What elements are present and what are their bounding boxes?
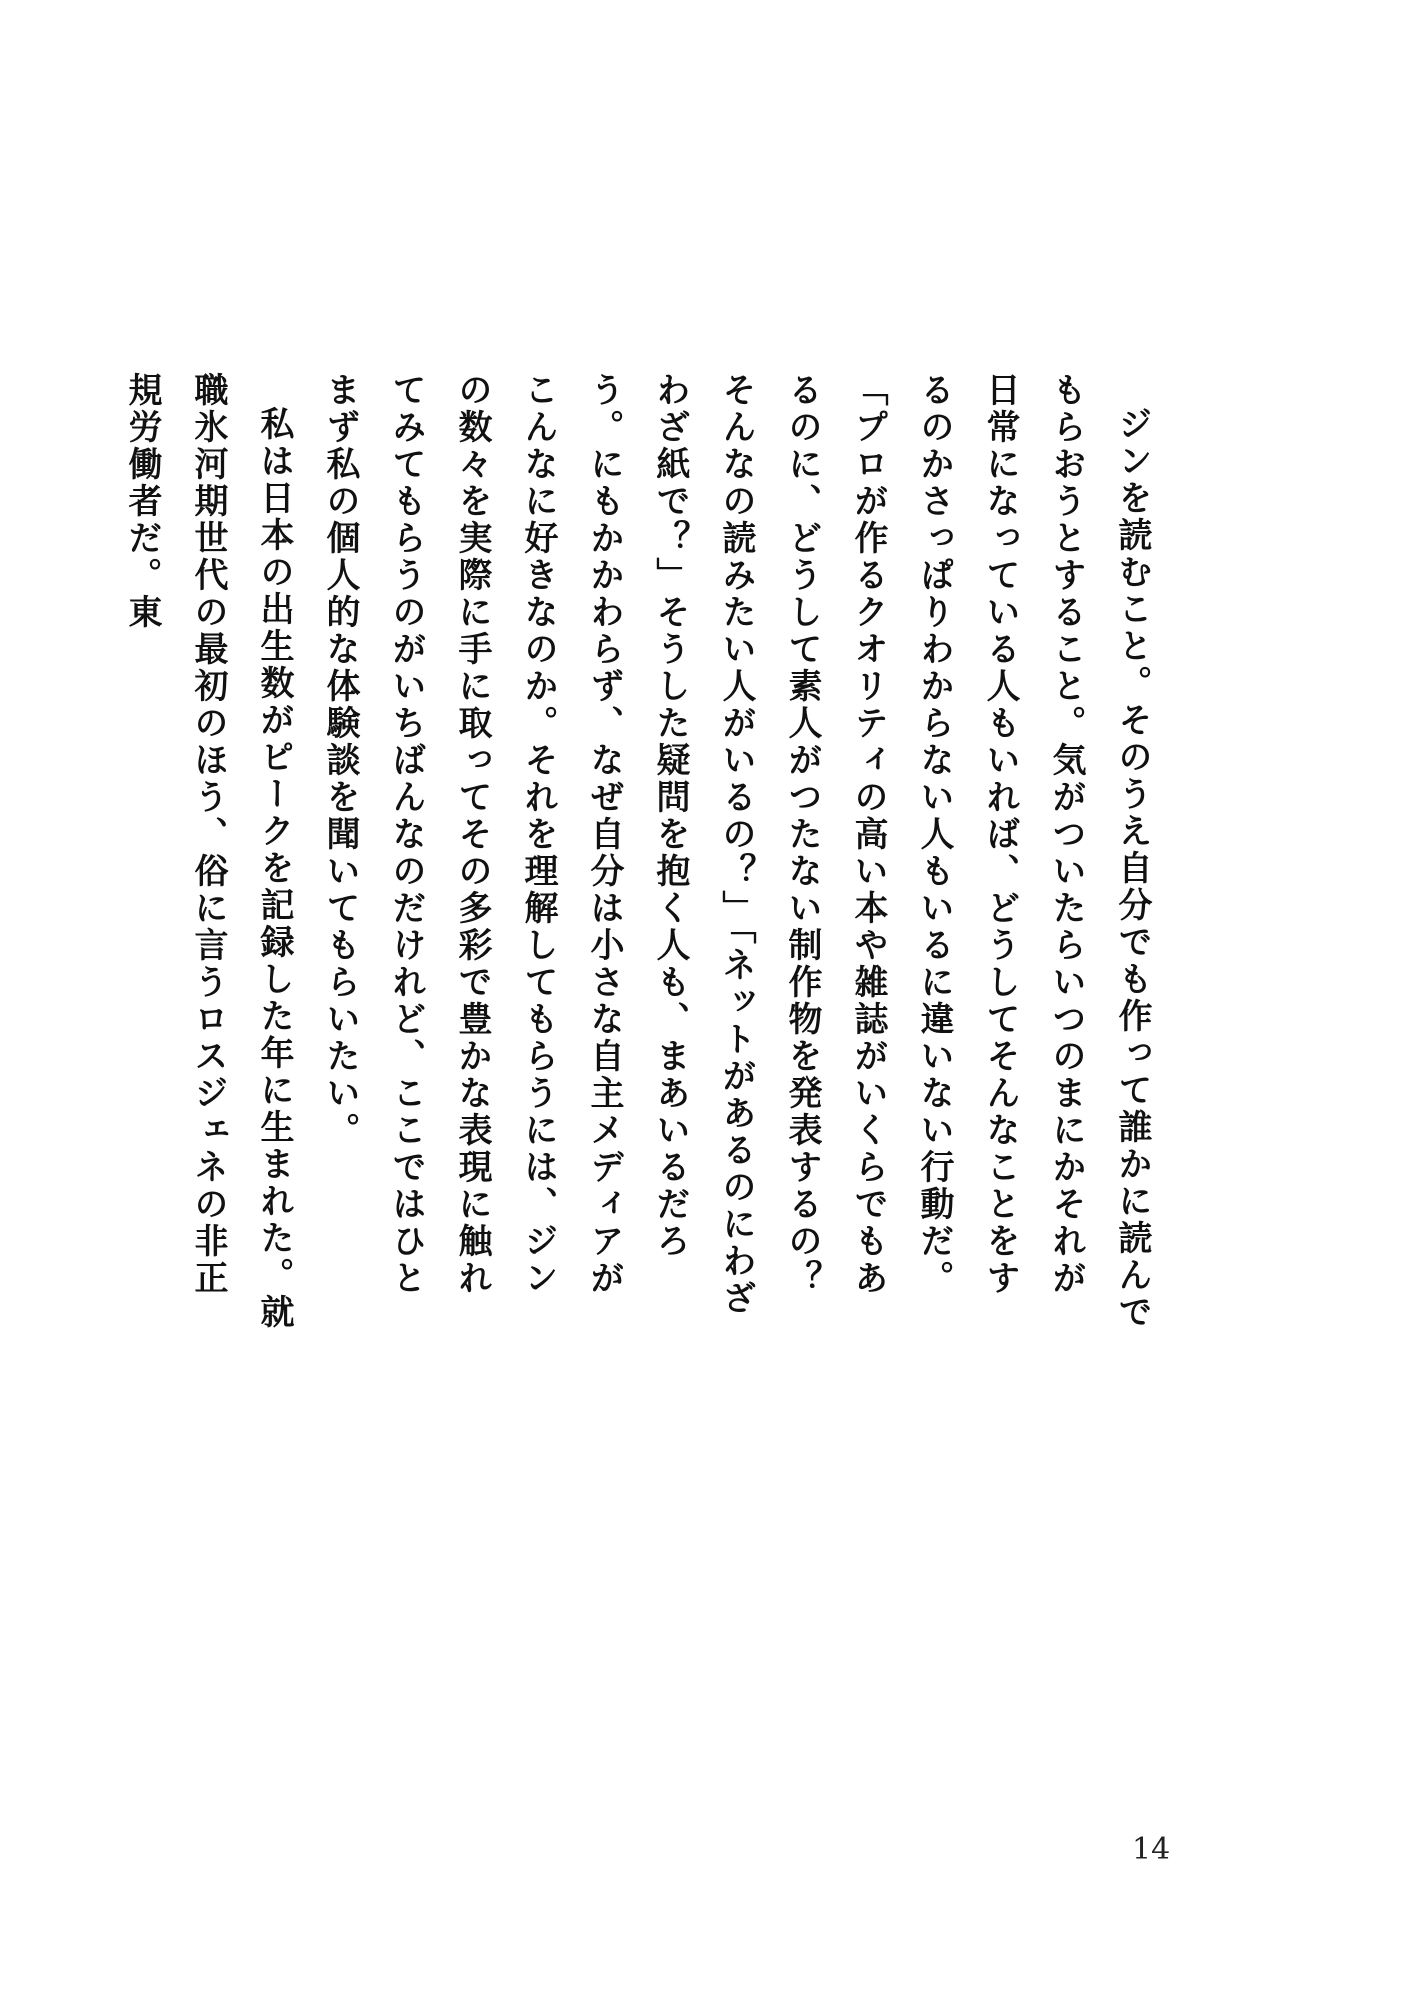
paragraph-1: ジンを読むこと。そのうえ自分でも作って誰かに読んでもらおうとすること。気がついたらいつのまにかそれが日常になっている人もいれば、どうしてそんなことをするのかさっぱりわからない人もいるに違いない行動だ。 (914, 372, 1152, 1331)
paragraph-3: 私は日本の出生数がピークを記録した年に生まれた。就職氷河期世代の最初のほう、俗に言うロスジェネの非正規労働者だ。東 (122, 372, 294, 1331)
body-text (109, 372, 1165, 1332)
paragraph-2: 「プロが作るクオリティの高い本や雑誌がいくらでもあるのに、どうして素人がつたない制作物を発表するの？ そんなの読みたい人がいるの？」「ネットがあるのにわざわざ紙で？」そうした疑問を抱く人も、まあいるだろう。にもかかわらず、なぜ自分は小さな自主メディアがこんなに好きなのか。それを理解してもらうには、ジンの数々を実際に手に取ってその多彩で豊かな表現に触れてみてもらうのがいちばんなのだけれど、ここではひとまず私の個人的な体験談を聞いてもらいたい。 (320, 372, 888, 1334)
page-number: 14 (1132, 1832, 1171, 1867)
